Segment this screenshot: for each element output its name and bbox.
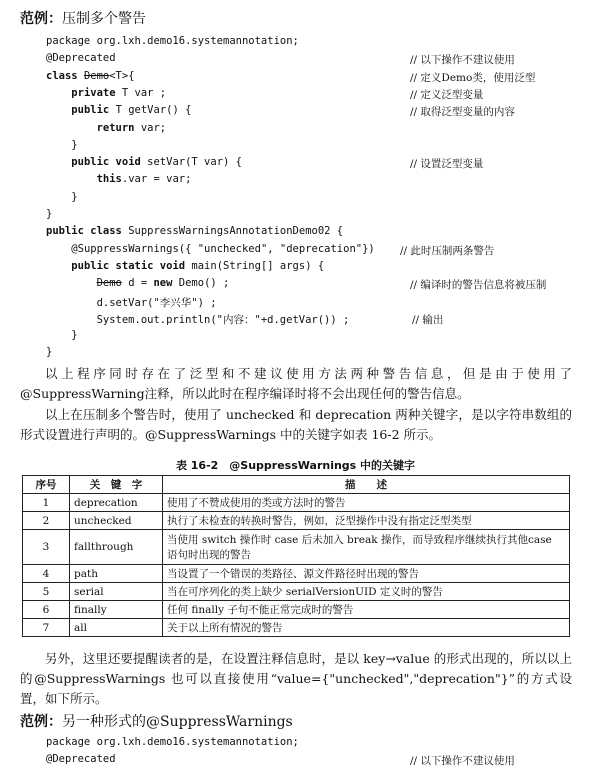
keyword-table (22, 475, 570, 637)
code-line: } (71, 190, 78, 203)
table-cell: 6 (23, 601, 70, 619)
table-cell: path (70, 565, 163, 583)
code-line: public void setVar(T var) { (71, 156, 242, 169)
table-header: 关 键 字 (70, 476, 163, 494)
table-cell: deprecation (70, 494, 163, 512)
code-line: package org.lxh.demo16.systemannotation; (46, 736, 299, 748)
paragraph-1: 以上程序同时存在了泛型和不建议使用方法两种警告信息，但是由于使用了@SuppressWarning注释，所以此时在程序编译时将不会出现任何的警告信息。 (20, 366, 572, 401)
table-cell: fallthrough (70, 530, 163, 565)
code-comment: // 此时压制两条警告 (400, 244, 495, 257)
code-line: @Deprecated (46, 52, 116, 65)
table-cell: 当设置了一个错误的类路径、源文件路径时出现的警告 (163, 565, 570, 583)
code-comment: // 输出 (412, 313, 444, 326)
code-comment: // 以下操作不建议使用 (410, 755, 515, 768)
code-line: } (71, 138, 78, 151)
code-line: d.setVar("李兴华") ; (96, 296, 217, 309)
code-line: public class SuppressWarningsAnnotationDemo02 { (46, 225, 344, 238)
table-cell: finally (70, 601, 163, 619)
code-line: public T getVar() { (71, 104, 192, 117)
code-comment: // 以下操作不建议使用 (410, 54, 515, 67)
table-cell: 7 (23, 619, 70, 637)
code-line: this.var = var; (96, 173, 192, 186)
table-header: 序号 (23, 476, 70, 494)
table-cell: unchecked (70, 512, 163, 530)
code-comment: // 取得泛型变量的内容 (410, 106, 515, 119)
table-row (23, 530, 570, 565)
table-cell: 3 (23, 530, 70, 565)
code-line: System.out.println("内容："+d.getVar()) ; (96, 313, 350, 326)
table-row (23, 619, 570, 637)
code-line: @Deprecated (46, 753, 116, 766)
table-caption: 表 16-2 @SuppressWarnings 中的关键字 (175, 459, 416, 472)
code-line: public static void main(String[] args) { (71, 259, 325, 272)
table-cell: 当使用 switch 操作时 case 后未加入 break 操作，而导致程序继续执行其他case 语句时出现的警告 (163, 530, 570, 565)
table-row (23, 601, 570, 619)
paragraph-3: 另外，这里还要提醒读者的是，在设置注释信息时，是以 key→value 的形式出现的，所以以上的@SuppressWarnings 也可以直接使用“value={"unchecked","deprecation"}”的方式设置，如下所示。 (20, 651, 572, 706)
code-line: } (71, 329, 78, 342)
example-heading: 范例：压制多个警告 (20, 11, 146, 27)
table-cell: 2 (23, 512, 70, 530)
table-row (23, 512, 570, 530)
code-comment: // 定义泛型变量 (410, 88, 484, 101)
table-cell: all (70, 619, 163, 637)
table-cell: 5 (23, 583, 70, 601)
table-cell: 4 (23, 565, 70, 583)
code-line: class Demo<T>{ (46, 69, 135, 82)
table-header: 描 述 (163, 476, 570, 494)
paragraph-2: 以上在压制多个警告时，使用了 unchecked 和 deprecation 两种关键字，是以字符串数组的形式设置进行声明的。@SuppressWarnings 中的关键字如表 16-2 所示。 (20, 407, 572, 442)
code-line: @SuppressWarnings({ "unchecked", "deprecation"}) (71, 242, 375, 255)
table-row (23, 583, 570, 601)
table-row (23, 494, 570, 512)
code-comment: // 设置泛型变量 (410, 158, 484, 171)
table-cell: 执行了未检查的转换时警告，例如，泛型操作中没有指定泛型类型 (163, 512, 570, 530)
table-cell: 当在可序列化的类上缺少 serialVersionUID 定义时的警告 (163, 583, 570, 601)
table-row (23, 565, 570, 583)
code-line: Demo d = new Demo() ; (96, 277, 230, 290)
table-cell: 关于以上所有情况的警告 (163, 619, 570, 637)
code-comment: // 定义Demo类，使用泛型 (410, 71, 536, 84)
table-cell: 1 (23, 494, 70, 512)
table-cell: 使用了不赞成使用的类或方法时的警告 (163, 494, 570, 512)
code-comment: // 编译时的警告信息将被压制 (410, 279, 547, 292)
table-cell: 任何 finally 子句不能正常完成时的警告 (163, 601, 570, 619)
code-line: return var; (96, 121, 167, 134)
code-line: private T var ; (71, 86, 167, 99)
code-line: package org.lxh.demo16.systemannotation; (46, 35, 299, 47)
code-line: } (46, 208, 53, 220)
code-line: } (46, 346, 53, 359)
example-heading-2: 范例：另一种形式的@SuppressWarnings (20, 714, 293, 730)
table-cell: serial (70, 583, 163, 601)
